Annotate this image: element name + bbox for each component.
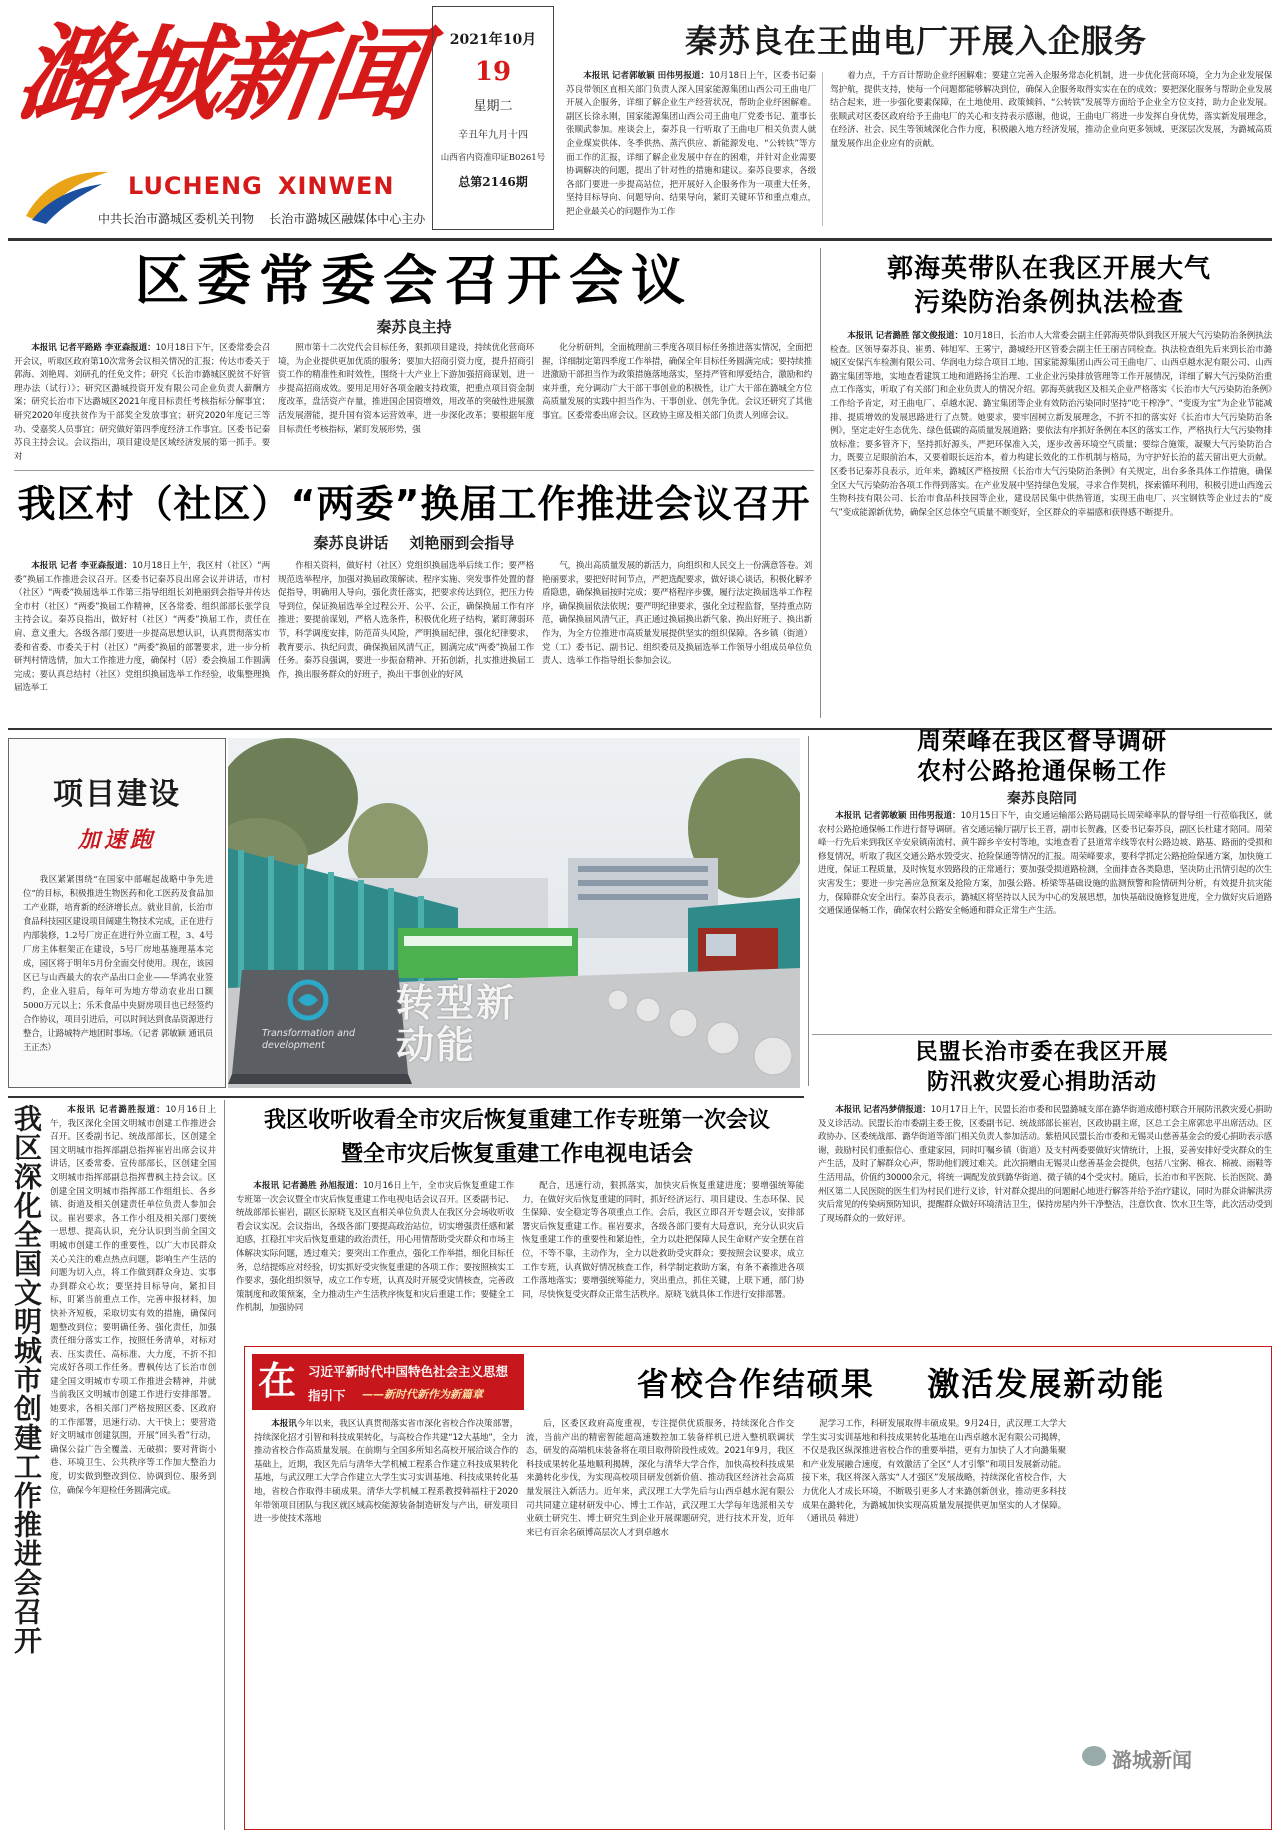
headline-guo-1: 郭海英带队在我区开展大气 bbox=[886, 254, 1211, 284]
watermark bbox=[1078, 1740, 1264, 1776]
feature-title: 项目建设 bbox=[53, 777, 181, 812]
xiaoqi-col2: 后，区委区政府高度重视，专注提供优质服务，持续深化合作交流，当前产出的精密智能超高速数控加工装备样机已进入整机联调状态，研发的高端机床装备将在项目取得阶段性成效。2021年9月，我区科技成果转化基地顺利揭牌，深化与清华大学合作，加快高校科技成果来潞转化步伐，为实现高校项目研发创新价值、推动我区经济社会高质量发展注入新活力。近年来，武汉理工大学先后与山西卓越水泥有限公司共同建立建材研发中心、博士工作站，武汉理工大学每年选派相关专业硕士研究生、博士研究生到企业开展课题研究，进行技术开发，近年来已有百余名硕博高层次人才到卓越水 bbox=[526, 1419, 794, 1538]
zaihou-col2: 配合，迅速行动，狠抓落实，加快灾后恢复重建进度；要增强统筹能力，在做好灾后恢复重建的同时，抓好经济运行、项目建设、生态环保、民生保障、安全稳定等各项重点工作。会后，我区立即召开专题会议，安排部署灾后恢复重建工作。崔岩要求，各级各部门要有大局意识，充分认识灾后恢复重建工作的重要性和紧迫性，全力以赴把保障人民生命财产安全摆在首位，不等不靠，主动作为，全力以赴救助受灾群众；要按照会议要求，成立工作专班，认真做好情况核查工作，科学制定救助方案，有条不紊推进各项工作落地落实；要增强统筹能力，突出重点，抓住关键，上联下通，部门协同，尽快恢复受灾群众正常生活秩序。原晓飞就具体工作进行安排部署。 bbox=[522, 1181, 804, 1300]
zaihou-col1: 本报讯 记者潞胜 孙旭报道：10月16日上午，全市灾后恢复重建工作专班第一次会议暨全市灾后恢复重建工作电视电话会议召开。区委副书记、统战部部长崔岩，副区长原晓飞及区直相关单位负责人在我区分会场收听收看会议实况。会议指出，各级各部门要提高政治站位，切实增强责任感和紧迫感，扛稳扛牢灾后恢复重建的政治责任，用心用情帮助受灾群众和市场主体解决实际问题，透过难关；要突出工作重点，强化工作举措，细化目标任务，总结提炼应对经验，切实抓好受灾恢复重建的各项工作；要按照核实工作要求，强化组织领导，成立工作专班，认真及时开展受灾情核查，完善政策制度和政策预案，全力推动生产生活秩序恢复和灾后重建工作；要健全工作机制，加强协同 bbox=[236, 1181, 514, 1314]
banner-bottom: 指引下 bbox=[308, 1388, 346, 1403]
zhou-subtitle: 秦苏良陪同 bbox=[1007, 791, 1077, 807]
pinyin-right: XINWEN bbox=[278, 172, 395, 200]
byline: 本报讯 记者郭敏颖 田伟男报道： bbox=[583, 71, 710, 81]
photo-transformation-sign bbox=[228, 738, 800, 1088]
date-lunar: 辛丑年九月十四 bbox=[458, 130, 528, 141]
headline-minmeng-2: 防汛救灾爱心捐助活动 bbox=[926, 1070, 1157, 1095]
village-col1: 本报讯 记者 李亚森报道：10月18日上午，我区村（社区）“两委”换届工作推进会议召开。区委书记秦苏良出席会议并讲话，市村（社区）“两委”换届选举工作第三指导组组长刘艳丽到会指导并传达全市村（社区）“两委”换届工作精神，区各常委、组织部部长张学良主持会议。秦苏良指出，做好村（社区）“两委”换届工作，责任在肩、意义重大。各级各部门要进一步提高思想认识，认真贯彻落实市委和省委、市委关于村（社区）“两委”换届的部署要求，进一步分析研判村情选情，加大工作推进力度，确保村（居）委会换届工作圆满完成；要认真总结村（社区）党组织换届选举工作经验，收集整理换届选举工 bbox=[14, 561, 270, 694]
xiaoqi-banner bbox=[252, 1354, 524, 1410]
minmeng-body: 本报讯 记者冯梦倩报道：10月17日上午，民盟长治市委和民盟潞城支部在潞华街道成德村联合开展防汛救灾爱心捐助及义诊活动。民盟长治市委副主委王俊，区委副书记、统战部部长崔岩，区政协副主席，区总工会主席郭忠平出席活动。区政协办、区委统战部、潞华街道等部门相关负责人参加活动。紫梧风民盟长治市委和无锡灵山慈善基金会的爱心捐助表示感谢，鼓励村民们重振信心、重建家园，同时叮嘱乡镇（街道）及支村两委要做好灾情统计，上报，妥善安排好受灾群众的生产生活，及时了解群众心声，帮助他们渡过难关。此次捐赠由无锡灵山慈善基金会提供，包括八宝粥、棉衣、棉被、雨鞋等生活用品，价值约30000余元，将统一调配发放到潞华街道、微子镇的4个受灾村。随后，长治市和平医院、长治医院、潞州区第二人民医院的医生们为村民们进行义诊，针对群众提出的问题耐心地进行解答并给予治疗建议，同时为群众讲解洪涝灾后常见的传染病预防知识，提醒群众做好环境清洁卫生，保持房屋内外干净整洁，注意饮食、饮水卫生等，此次活动受到了现场群众的一致好评。 bbox=[818, 1105, 1272, 1224]
article-top-right-col1: 本报讯 记者郭敏颖 田伟男报道：10月18日上午，区委书记秦苏良带领区直相关部门负责人深入国家能源集团山西公司王曲电厂开展入企服务，详细了解企业生产经营状况，帮助企业纾困解难。副区长徐永刚，国家能源集团山西公司王曲电厂党委书记、董事长张顺武参加。座谈会上，秦苏良一行听取了王曲电厂相关负责人就企业煤炭供体、冬季供热、蒸汽供应、新能源发电、“公转铁”等方面工作的汇报，详细了解企业发展中存在的困难，并针对企业需要协调解决的问题，提出了针对性的措施和建议。秦苏良要求，各级各部门要进一步提高站位，把开展好入企服务作为一项重大任务，坚持目标导向、问题导向、结果导向，紧盯关键环节和重点难点，把企业最关心的问题作为工作 bbox=[566, 71, 816, 217]
village-col3: 气，换出高质量发展的新活力，向组织和人民交上一份满意答卷。刘艳丽要求，要把好时间节点，严把选配要求，做好谈心谈话，积极化解矛盾隐患，确保换届按时完成；要严格程序步骤，履行法定换届选举工作程序，确保换届依法依规；要严明纪律要求，强化全过程监督，坚持重点防范，确保换届风清气正，真正通过换届换出新气象、换出好班子、换出新作为，为全方位推进市高质量发展提供坚实的组织保障。各乡镇（街道）党（工）委书记、副书记、组织委员及换届选举工作领导小组成员单位负责人、选举工作指导组长参加会议。 bbox=[542, 561, 812, 667]
date-serial: 山西省内资准印证B0261号 bbox=[440, 153, 546, 163]
banner-slogan: ——新时代新作为新篇章 bbox=[362, 1388, 483, 1401]
date-year-month: 2021年10月 bbox=[449, 32, 537, 48]
date-day: 19 bbox=[474, 57, 512, 87]
lead-col1: 本报讯 记者平路路 李亚森报道：10月18日下午，区委常委会召开会议，听取区政府第10次常务会议相关情况的汇报；传达市委关于郭海、刘艳周、刘研孔的任免文件；研究《长治市潞城区脱贫不好管理办法（试行）》；研究区潞城投资开发有限公司企业负责人薪酬方案；研究长治市下达潞城区2021年度目标责任考核指标分解事宜；研究2020年度扶贫作为干部奖全发放事宜；研究2020年度记三等功、受嘉奖人员事宜；研究做好第四季度经济工作事宜。区委书记秦苏良主持会议。会议指出，项目建设是区域经济发展的第一抓手。要对 bbox=[14, 343, 270, 462]
feature-box bbox=[8, 738, 226, 1088]
wenming-body: 本报讯 记者潞胜报道：10月16日上午，我区深化全国文明城市创建工作推进会召开。区委副书记、统战部部长，区创建全国文明城市指挥部副总指挥崔岩出席会议并讲话，区委常委、宣传部部长，区创建全国文明城市指挥部副总指挥曹枫主持会议。区创建全国文明城市指挥部工作组组长、各乡镇、街道及相关创建责任单位负责人参加会议。崔岩要求，各工作小组及相关部门要统一思想、提高认识，充分认识到当前全国文明城市创建工作的重要性，以广大市民群众关心关注的难点热点问题，影响生产生活的问题为切入点，将工作做到群众身边、实事办到群众心坎；要坚持目标导向，紧扣目标，盯紧当前重点工作，完善申报材料，加快补齐短板，采取切实有效的措施，确保问题整改到位；要明确任务、强化责任，加强责任细分落实工作，按照任务清单，对标对表、压实责任、高标准、大力度，不折不扣完成好各项工作任务。曹枫传达了长治市创建全国文明城市专项工作推进会精神，并就当前我区文明城市创建工作进行安排部署。她要求，各相关部门严格按照区委、区政府的工作部署，迅速行动、大干快上；要营造好文明城市创建氛围，开展“回头看”行动，确保公益广告全覆盖、无破损；要对背街小巷、环境卫生、公共秩序等工作加大整治力度，切实做到整改到位、协调到位、服务到位，确保今年迎检任务圆满完成。 bbox=[50, 1105, 216, 1496]
date-weekday: 星期二 bbox=[473, 99, 513, 114]
masthead bbox=[8, 6, 428, 230]
date-box bbox=[432, 6, 554, 230]
headline-top-right: 秦苏良在王曲电厂开展入企服务 bbox=[684, 22, 1147, 60]
headline-lead: 区委常委会召开会议 bbox=[135, 249, 693, 312]
wechat-icon bbox=[1082, 1746, 1106, 1766]
headline-guo-2: 污染防治条例执法检查 bbox=[913, 288, 1184, 318]
feature-stamp: 加速跑 bbox=[77, 827, 156, 853]
article-top-right-col2: 着力点，千方百计帮助企业纾困解难；要建立完善入企服务常态化机制，进一步优化营商环境，全力为企业发展保驾护航，提供支持，使每一个问题都能够解决到位，确保入企服务取得实实在在的成效；要把深化服务与帮助企业发展结合起来，进一步强化要素保障，在土地使用、政策倾斜、“公转铁”发展等方面给予企业全方位支持，助力企业发展。张顺武对区委区政府给予王曲电厂的关心和支持表示感谢，他说，王曲电厂将进一步发挥自身优势，落实新发展理念，在经济、社会、民生等领域深化合作力度，积极融入地方经济发展，推动企业向更多领域、更深层次发展，为潞城高质量发展作出企业应有的贡献。 bbox=[830, 71, 1272, 149]
lead-subtitle: 秦苏良主持 bbox=[376, 318, 452, 336]
masthead-sponsors: 中共长治市潞城区委机关刊物 长治市潞城区融媒体中心主办 bbox=[98, 212, 426, 226]
date-total-issue: 总第2146期 bbox=[458, 175, 528, 189]
watermark-text: 潞城新闻 bbox=[1112, 1748, 1192, 1772]
village-col2: 作相关资料，做好村（社区）党组织换届选举后续工作；要严格规范选举程序，加强对换届政策解读、程序实施、突发事件处置的督促指导，明确用人导向，强化责任落实，把要求传达到位，把压力传导到位，保证换届选举全过程公开、公平、公正，确保换届工作有序推进；要提前谋划，严格人选条件，积极优化班子结构，紧盯薄弱环节，科学调度安排，防范苗头风险，严明换届纪律，强化纪律要求，教育要示、执纪问责，确保换届风清气正，圆满完成“两委”换届工作任务。秦苏良强调，要进一步振奋精神、开拓创新，扎实推进换届工作，换出服务群众的好班子，换出干事创业的好风 bbox=[278, 561, 534, 680]
photo-sign-text-en: Transformation and development bbox=[262, 1028, 355, 1051]
xiaoqi-col3: 泥学习工作，科研发展取得丰硕成果。9月24日，武汉理工大学大学生实习实训基地和科技成果转化基地在山西卓越水泥有限公司揭牌，不仅是我区纵深推进省校合作的重要举措，更有力加快了人才向潞集聚和产业发展融合速度，有效激活了全区“人才引擎”和项目发展新动能。接下来，我区将深入落实“人才强区”发展战略，持续深化省校合作，大力优化人才成长环境，不断吸引更多人才来潞创新创业，推动更多科技成果在潞转化，为潞城加快实现高质量发展提供更加坚实的人才保障。（通讯员 韩进） bbox=[802, 1419, 1066, 1525]
village-subtitle: 秦苏良讲话 刘艳丽到会指导 bbox=[313, 534, 515, 552]
headline-xiaoqi: 省校合作结硕果 激活发展新动能 bbox=[636, 1365, 1166, 1403]
lead-col2: 照市第十二次党代会目标任务，狠抓项目建设，持续优化营商环境，为企业提供更加优质的服务；要加大招商引资力度，提升招商引资工作的精准性和时效性，围绕十大产业上下游加强招商谋划，进一步提高招商成效。要用足用好各项金融支持政策，把重点项目资金制度改革，盘活资产存量，推进国企国资增效，用改革的突破性进展激活发展潜能，提升国有资本运营效率，进一步深化改革；要根据年度目标责任考核指标，紧盯发展形势，强 bbox=[278, 343, 534, 435]
headline-zaihou-2: 暨全市灾后恢复重建工作电视电话会 bbox=[340, 1142, 693, 1167]
headline-wenming: 我区深化全国文明城市创建工作推进会召开 bbox=[10, 1104, 43, 1655]
xiaoqi-col1: 本报讯今年以来，我区认真贯彻落实省市深化省校合作决策部署，持续深化招才引智和科技成果转化，与高校合作共建“12大基地”，全力推动省校合作高质量发展。在前期与全国多所知名高校开展洽谈合作的基础上，近期，我区先后与清华大学机械工程系合作建立科技成果转化基地，与武汉理工大学合作建立大学生实习实训基地、科技成果转化基地，省校合作取得丰硕成果。清华大学机械工程系教授韩福柱于2020年带领项目团队与我区就区域高校能源装备制造研发与产出，研发项目进一步使技术落地 bbox=[254, 1419, 518, 1525]
photo-sign-text: 转型新动能 bbox=[396, 981, 517, 1067]
pinyin-left: LUCHENG bbox=[128, 172, 263, 200]
zhou-body: 本报讯 记者郭敏颖 田伟男报道：10月15日下午，由交通运输部公路局副局长周荣峰率队的督导组一行莅临我区，就农村公路抢通保畅工作进行督导调研。省交通运输厅副厅长王晋，副市长贺鑫，区委书记秦苏良，副区长杜建才陪同。周荣峰一行先后来到我区辛安泉镇南流村、黄牛蹄乡辛安村等地，实地查看了县道常辛线等农村公路边坡、路基、路面的受损和修复情况，听取了我区交通公路水毁受灾、抢险保通等情况的汇报。周荣峰要求，要科学抓定公路抢险保通方案，加快施工进度，保证工程质量，及时恢复水毁路段的正常通行；要加强受损道路检测，全面排查各类隐患，坚决防止汛情引起的次生灾害发生；要进一步完善应急预案及抢险方案，加强公路、桥梁等基础设施的监测预警和险情研判分析，有效提升抗灾能力，保障群众安全出行。秦苏良表示，潞城区将坚持以人民为中心的发展思想，加快基础设施修复进度，全力做好灾后道路交通保通保畅工作，确保农村公路安全畅通和群众正常生产生活。 bbox=[818, 811, 1272, 917]
headline-minmeng-1: 民盟长治市委在我区开展 bbox=[915, 1040, 1169, 1065]
banner-top: 习近平新时代中国特色社会主义思想 bbox=[308, 1364, 509, 1379]
headline-village: 我区村（社区）“两委”换届工作推进会议召开 bbox=[17, 482, 811, 526]
headline-zhou-1: 周荣峰在我区督导调研 bbox=[917, 727, 1167, 755]
masthead-logo: 潞城新闻 bbox=[9, 12, 427, 135]
guo-body: 本报讯 记者潞胜 郜文俊报道：10月18日，长治市人大常委会副主任郭海英带队到我区开展大气污染防治条例执法检查。区领导秦苏良、崔勇、韩旭军、王雾宁，潞城经开区管委会副主任王丽吉同检查。执法检查组先后来到长治市潞城区安保汽车检测有限公司、华润电力综合项目工地、国家能源集团山西公司王曲电厂、山西卓越水泥有限公司、山西潞宝集团等地，实地查看建筑工地和道路扬尘治理、工业企业污染排放管理等工作开展情况，详细了解大气污染防治重点工作落实，听取了有关部门和企业负责人的情况介绍。郭海英就我区及相关企业严格落实《长治市大气污染防治条例》工作给予肯定，对王曲电厂、卓越水泥、潞宝集团等企业有效防治污染同时坚持“吃干榨净”、“变废为宝”为企业节能减排、提质增效的发展思路进行了点赞。她要求，要牢固树立新发展理念，不折不扣的落实好《长治市大气污染防治条例》，坚定走好生态优先、绿色低碳的高质量发展道路；要依法有序抓好条例在本区的落实工作，严格执行大气污染物排放标准；要多管齐下，坚持抓好源头，严把环保准入关，逐步改善环境空气质量；要综合施策，凝聚大气污染防治合力，既要立足眼前治本，又要着眼长远治本，着力构建长效化的工作机制与格局，为守护好长治的蓝天留出更大贡献。区委书记秦苏良表示，近年来，潞城区严格按照《长治市大气污染防治条例》有关规定，出台多条具体工作措施，确保全区大气污染防治各项工作得到落实。在产业发展中坚持绿色发展，寻求合作契机，探索循环利用，积极引进山西逸云生物科技有限公司、长治市食品科技园等企业，建设居民集中供热管道，实现王曲电厂、兴宝钢铁等企业过去的“废气”变成能源新优势，确保全区总体空气质量不断变好，全区群众的幸福感和获得感不断提升。 bbox=[830, 331, 1272, 518]
headline-zaihou-1: 我区收听收看全市灾后恢复重建工作专班第一次会议 bbox=[263, 1108, 770, 1133]
feature-body: 我区紧紧围绕“在国家中部崛起战略中争先进位”的目标，积极推进生物医药和化工医药及食品加工产业群，培育新的经济增长点。就业目前，长治市食品科技园区建设项目阔建生物技术完成，正在进行内部装修，1.2号厂房正在进行外立面工程，3、4号厂房主体框架正在建设，5号厂房地基施理基本完成，园区将于明年5月份全面交付使用。现在，该园区已与山西最大的农产品出口企业——华鸿农业签约，企业入驻后，每年可为地方带动农业出口额5000万元以上；乐禾食品中央厨房项目也已经签约合作协议，项目引进后，可以时间达到食品资源进行整合，让路城特产地团时事场。（记者 郭敏颖 通讯员 王正杰） bbox=[23, 874, 213, 1052]
banner-main: 在 bbox=[258, 1358, 297, 1403]
lead-col3: 化分析研判，全面梳理前三季度各项目标任务推进落实情况，全面把握，详细制定第四季度工作举措，确保全年目标任务圆满完成；要持续推进激励干部担当作为政策措施落地落实，坚持严管和厚爱结合，激励和约束并重，充分调动广大干部干事创业的积极性，让广大干部在潞城全方位高质量发展的实践中担当作为、干事创业、创先争优。会议还研究了其他事宜。区委常委出席会议。区政协主席及相关部门负责人列席会议。 bbox=[542, 343, 812, 421]
headline-zhou-2: 农村公路抢通保畅工作 bbox=[917, 757, 1167, 785]
